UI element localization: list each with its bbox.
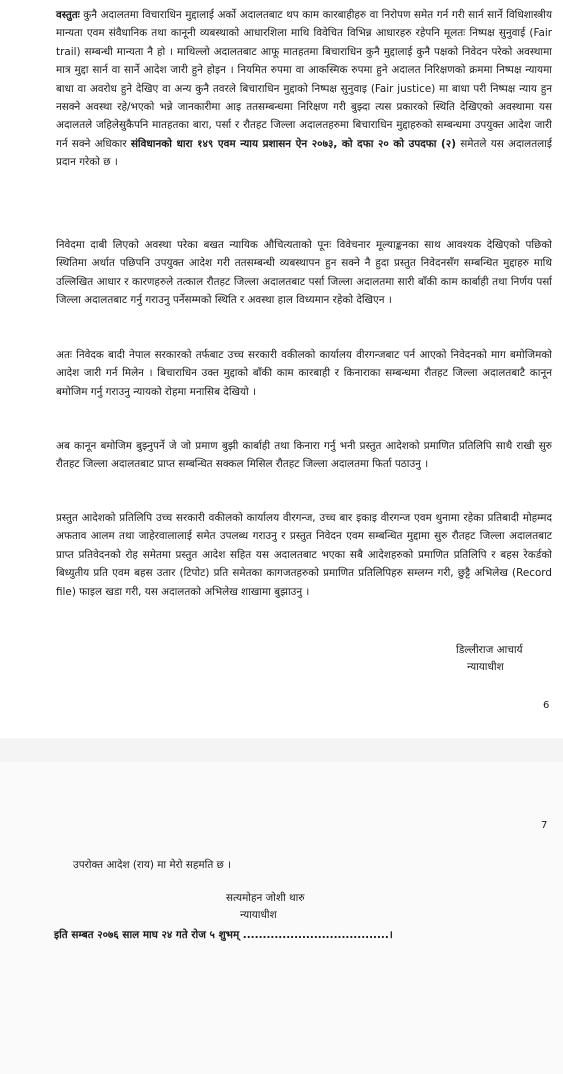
date-line: इति सम्बत २०७६ साल माघ २४ गते रोज ५ शुभम् .....................................।: [54, 929, 393, 941]
order-page-lower: [0, 762, 563, 1074]
paragraph-decision: अतः निवेदक बादी नेपाल सरकारको तर्फबाट उच्च सरकारी वकीलको कार्यालय वीरगन्जबाट पर्न आएको निवेदनको माग बमोजिमको आदेश जारी गर्न मिलेन । बिचाराधिन उक्त मुद्दाको बाँकी काम कारबाही र किनाराका सम्बन्धमा रौतहट जिल्ला अदालतबाटै कानून बमोजिम गर्नु गराउनु न्यायको रोहमा मनासिब देखियो ।: [56, 349, 552, 398]
second-judge-title: न्यायाधीश: [240, 909, 277, 921]
page-number: 6: [543, 700, 550, 711]
paragraph-body: कुनै अदालतमा विचाराधिन मुद्दालाई अर्को अदालतबाट थप काम कारबाहीहरु वा निरोपण समेत गर्न गरी सार्न सार्ने विधिशास्त्रीय मान्यता एवम संवैधानिक तथा कानूनी व्यबस्थाको आधारशिला माथि विवेचित विभिन्न आधारहरु रहेपनि मूलतः निष्पक्ष सुनुवाई (Fair trail) सम्बन्धी मान्यता नै हो । माथिल्लो अदालतबाट आफू मातहतमा बिचाराधिन कुनै मुद्दालाई कुनै पक्षको निवेदन परेको अवस्थामा मात्र मुद्दा सार्न वा सार्ने आदेश जारी हुने होइन । नियमित रुपमा वा आकस्मिक रुपमा हुने अदालत निरिक्षणको क्रममा निष्पक्ष न्यायमा बाधा वा अवरोध हुने देखिए वा अन्य कुनै तवरले बिचाराधिन मुद्दाको निष्पक्ष सुनुवाइ (Fair justice) मा बाधा परी निष्पक्ष न्याय हुन नसक्ने अवस्था रहे/भएको भन्ने जानकारीमा आइ ततसम्बन्धमा निरिक्षण गरी बुझ्दा त्यस प्रकारको स्थिति देखिएको अवस्थामा यस अदालतले जहिलेसुकैपनि मातहतका बारा, पर्सा र रौतहट जिल्ला अदालतहरुमा बिचाराधिन मुद्दाहरुको सम्बन्धमा उपयुक्त आदेश जारी गर्न सक्ने अधिकार: [56, 9, 552, 150]
judge-title: न्यायाधीश: [467, 661, 504, 673]
judge-name: डिल्लीराज आचार्य: [456, 644, 523, 656]
consent-statement: उपरोक्त आदेश (राय) मा मेरो सहमति छ ।: [73, 859, 232, 871]
second-judge-name: सत्यमोहन जोशी थारु: [226, 892, 305, 904]
paragraph-jurisdiction: [56, 6, 552, 172]
legal-provision-reference: संविधानको धारा १४९ एवम न्याय प्रशासन ऐन २०७३, को दफा २० को उपदफा (२): [130, 137, 456, 150]
paragraph-lead-word: वस्तुतः: [56, 9, 80, 21]
page-number-next: 7: [541, 820, 548, 831]
paragraph-return-file: अब कानून बमोजिम बुझ्नुपर्ने जे जो प्रमाण बुझी कार्बाही तथा किनारा गर्नु भनी प्रस्तुत आदेशको प्रमाणित प्रतिलिपि साथै राखी सुरु रौतहट जिल्ला अदालतबाट प्राप्त सम्बन्धित सक्कल मिसिल रौतहट जिल्ला अदालतमा फिर्ता पठाउनु ।: [56, 440, 552, 471]
paragraph-assessment: निवेदमा दाबी लिएको अवस्था परेका बखत न्यायिक औचित्यताको पूनः विवेचनार मूल्याङ्कनका साथ आवश्यक देखिएको पछिको स्थितिमा अर्थात पछिपनि उपयुक्त आदेश गरी ततसम्बन्धी व्यबस्थापन हुन सक्ने नै हुदा प्रस्तुत निवेदनसँग सम्बन्धित मुद्दाहरु माथि उल्लिखित आधार र कारणहरुले तत्काल रौतहट जिल्ला अदालतबाट पर्सा जिल्ला अदालतमा सारी बाँकी काम कार्बाही तथा निर्णय पर्सा जिल्ला अदालतबाट गर्नु गराउनु पर्नेसम्मको स्थिति र अवस्था हाल विध्यमान रहेको देखिएन ।: [56, 239, 552, 307]
paragraph-ending: समेतले यस अदालतलाई प्रदान गरेको छ ।: [56, 137, 552, 169]
paragraph-copy-distribution: प्रस्तुत आदेशको प्रतिलिपि उच्च सरकारी वकीलको कार्यालय वीरगन्ज, उच्च बार इकाइ वीरगन्ज एवम थुनामा रहेका प्रतिबादी मोहम्मद अफताव आलम तथा जाहेरवालालाई समेत उपलब्ध गराउनु र प्रस्तुत निवेदन एवम सम्बन्धित मुद्दामा सुरु रौतहट जिल्ला अदालतबाट प्राप्त प्रतिवेदनको रोह समेतमा प्रस्तुत आदेश सहित यस अदालतबाट भएका सबै आदेशहरुको प्रमाणित प्रतिलिपि र बहस रेकर्डको बिध्युतीय प्रति एवम बहस उतार (टिपोट) प्रति समेतका कागजतहरुको प्रमाणित प्रतिलिपिहरु सम्लग्न गरी, छुट्टै अभिलेख (Record file) फाइल खडा गरी, यस अदालतको अभिलेख शाखामा बुझाउनु ।: [56, 512, 552, 598]
